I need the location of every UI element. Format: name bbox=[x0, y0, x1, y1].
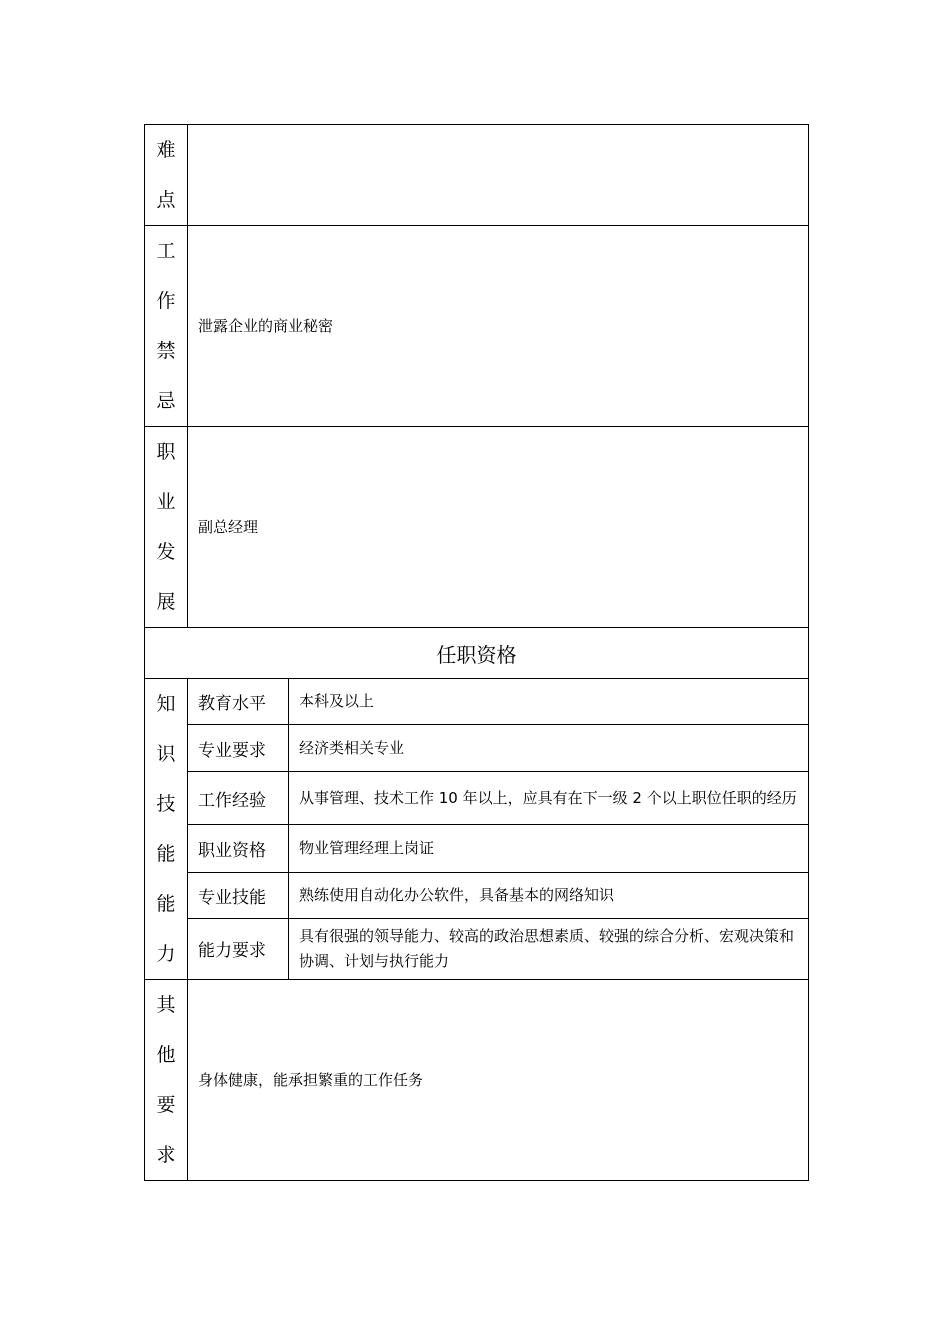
job-description-table bbox=[144, 124, 809, 1181]
knowledge-skills-label: 知 识 技 能 能 力 bbox=[145, 679, 188, 980]
ability-label: 能力要求 bbox=[188, 918, 289, 979]
experience-label: 工作经验 bbox=[188, 772, 289, 825]
other-content: 身体健康，能承担繁重的工作任务 bbox=[188, 980, 809, 1181]
qualification-row bbox=[145, 918, 809, 979]
major-value: 经济类相关专业 bbox=[289, 725, 809, 772]
qualifications-title: 任职资格 bbox=[145, 628, 809, 679]
career-content: 副总经理 bbox=[188, 427, 809, 628]
other-row bbox=[145, 980, 809, 1181]
other-label: 其 他 要 求 bbox=[145, 980, 188, 1181]
difficulty-content bbox=[188, 125, 809, 226]
ability-value: 具有很强的领导能力、较高的政治思想素质、较强的综合分析、宏观决策和协调、计划与执行能力 bbox=[289, 918, 809, 979]
major-label: 专业要求 bbox=[188, 725, 289, 772]
difficulty-label: 难 点 bbox=[145, 125, 188, 226]
skills-label: 专业技能 bbox=[188, 872, 289, 918]
career-row bbox=[145, 427, 809, 628]
prohibitions-row bbox=[145, 226, 809, 427]
skills-value: 熟练使用自动化办公软件，具备基本的网络知识 bbox=[289, 872, 809, 918]
prohibitions-content: 泄露企业的商业秘密 bbox=[188, 226, 809, 427]
certification-value: 物业管理经理上岗证 bbox=[289, 825, 809, 872]
experience-value: 从事管理、技术工作 10 年以上，应具有在下一级 2 个以上职位任职的经历 bbox=[289, 772, 809, 825]
qualification-row bbox=[145, 872, 809, 918]
certification-label: 职业资格 bbox=[188, 825, 289, 872]
difficulty-row bbox=[145, 125, 809, 226]
education-label: 教育水平 bbox=[188, 679, 289, 725]
prohibitions-label: 工 作 禁 忌 bbox=[145, 226, 188, 427]
qualification-row bbox=[145, 825, 809, 872]
career-label: 职 业 发 展 bbox=[145, 427, 188, 628]
qualification-row bbox=[145, 772, 809, 825]
qualification-row bbox=[145, 679, 809, 725]
qualification-row bbox=[145, 725, 809, 772]
qualifications-header-row bbox=[145, 628, 809, 679]
education-value: 本科及以上 bbox=[289, 679, 809, 725]
